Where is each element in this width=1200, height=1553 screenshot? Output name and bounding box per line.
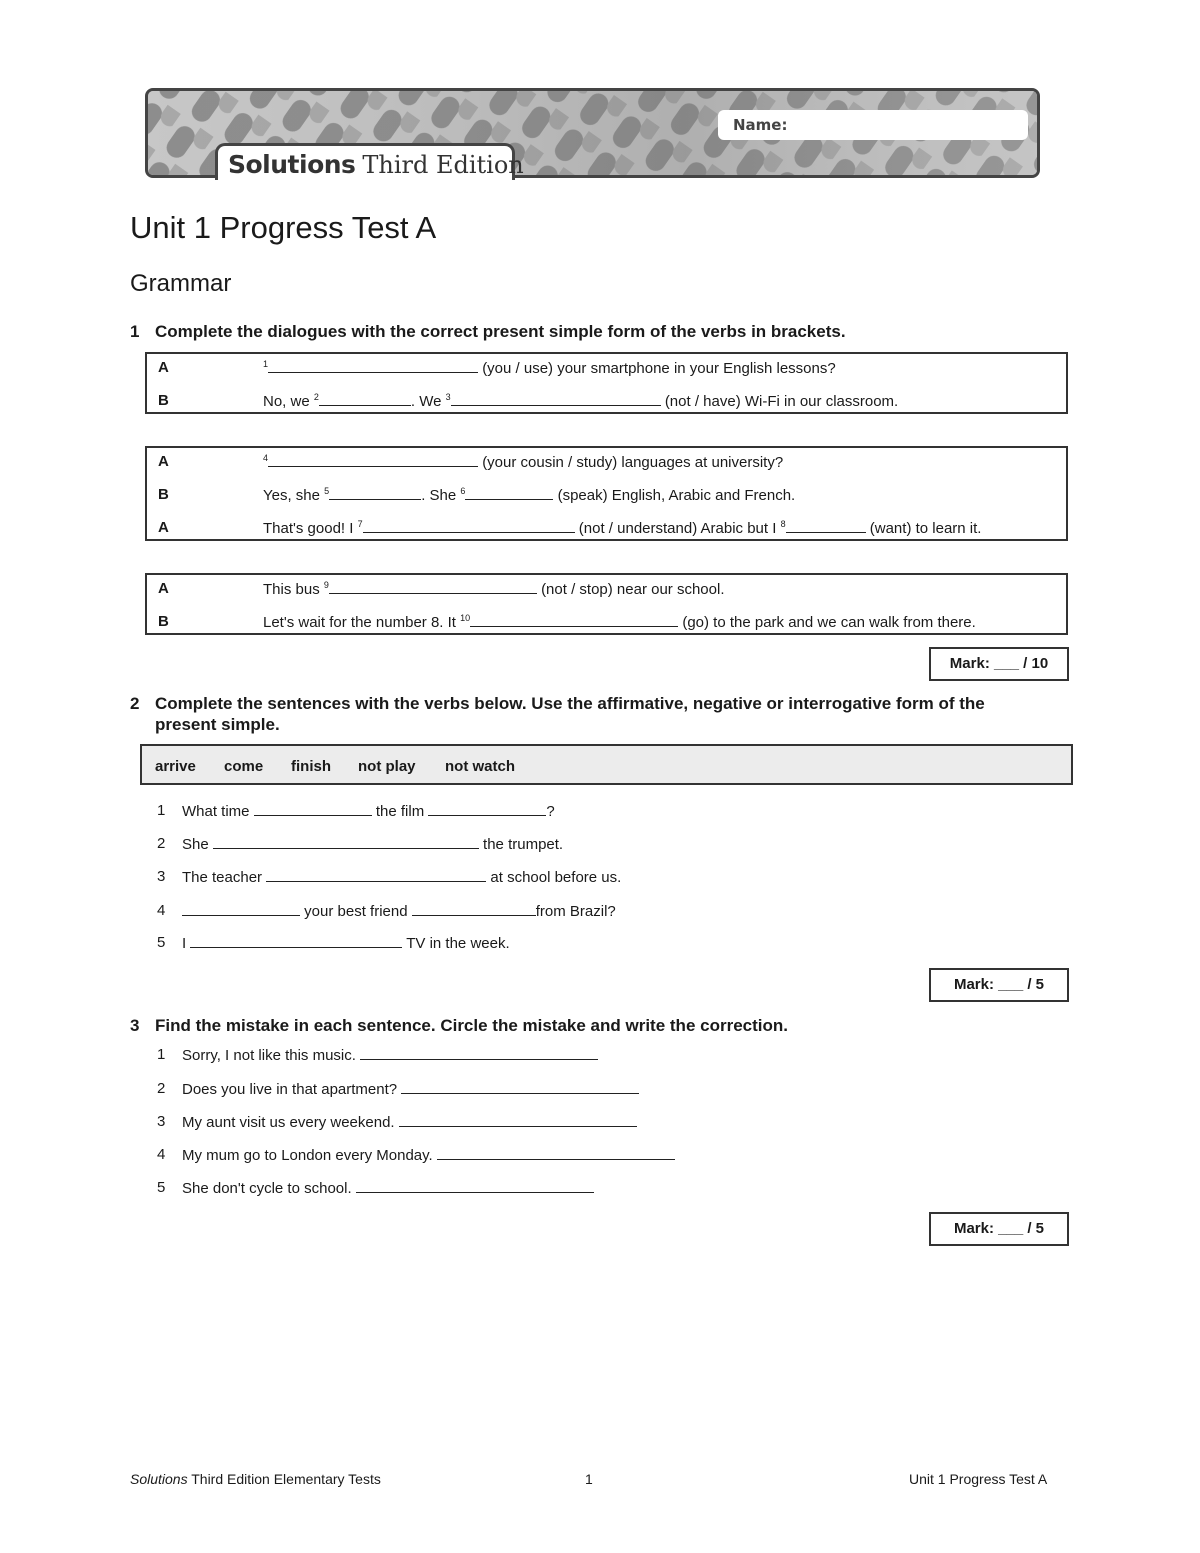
q3-number: 3 [130, 1016, 140, 1035]
item-text-part: TV in the week. [406, 935, 510, 952]
gap-number: 4 [263, 453, 269, 463]
item-text-part: My mum go to London every Monday. [182, 1147, 433, 1164]
gap-number: 5 [324, 486, 330, 496]
footer-book: Third Edition Elementary Tests [191, 1471, 381, 1487]
gap-number: 10 [460, 613, 471, 623]
answer-gap[interactable] [428, 802, 546, 816]
q3-instruction [130, 1015, 1080, 1037]
answer-gap[interactable] [470, 613, 678, 627]
item-number: 4 [157, 902, 166, 919]
item-text [182, 835, 563, 853]
word-bank-item: not play [358, 758, 416, 775]
answer-gap[interactable] [399, 1113, 637, 1127]
dialogue-line [263, 453, 783, 471]
answer-gap[interactable] [356, 1179, 594, 1193]
word-bank-item: come [224, 758, 264, 775]
dialogue-box-1 [145, 352, 1068, 414]
dialogue-text: (your cousin / study) languages at university? [482, 454, 784, 471]
dialogue-text: (not / have) Wi-Fi in our classroom. [664, 393, 899, 410]
brand-bold: Solutions [228, 150, 356, 179]
answer-gap[interactable] [329, 580, 537, 594]
speaker-label: A [158, 580, 169, 597]
item-text-part: I [182, 935, 187, 952]
item-text-part: the film [375, 803, 425, 820]
gap-number: 7 [357, 519, 363, 529]
dialogue-text: This bus [263, 581, 320, 598]
item-number: 5 [157, 934, 166, 951]
word-bank-item: arrive [155, 758, 196, 775]
answer-gap[interactable] [401, 1080, 639, 1094]
section-heading: Grammar [130, 270, 232, 297]
dialogue-text: (not / stop) near our school. [541, 581, 725, 598]
item-text [182, 1113, 637, 1131]
gap-number: 8 [780, 519, 786, 529]
page-number: 1 [585, 1471, 593, 1487]
item-number: 1 [157, 1046, 166, 1063]
item-text-part: the trumpet. [483, 836, 564, 853]
item-number: 5 [157, 1179, 166, 1196]
footer-brand: Solutions [130, 1471, 188, 1487]
speaker-label: A [158, 519, 169, 536]
item-text [182, 868, 621, 886]
answer-gap[interactable] [465, 486, 553, 500]
speaker-label: B [158, 486, 169, 503]
q2-number: 2 [130, 694, 140, 713]
q2-text-line2: present simple. [155, 715, 280, 734]
dialogue-text: (speak) English, Arabic and French. [557, 487, 796, 504]
item-text-part: She [182, 836, 209, 853]
footer-right: Unit 1 Progress Test A [909, 1471, 1048, 1487]
dialogue-box-2 [145, 446, 1068, 541]
answer-gap[interactable] [412, 902, 536, 916]
dialogue-line [263, 486, 795, 504]
item-text [182, 934, 510, 952]
gap-number: 6 [460, 486, 466, 496]
speaker-label: A [158, 359, 169, 376]
item-text-part: She don't cycle to school. [182, 1180, 352, 1197]
q1-instruction [130, 321, 1080, 343]
dialogue-text: . She [421, 487, 457, 504]
word-bank-item: finish [291, 758, 331, 775]
answer-gap[interactable] [437, 1146, 675, 1160]
item-number: 1 [157, 802, 166, 819]
item-number: 2 [157, 1080, 166, 1097]
q2-mark-box[interactable]: Mark: ___ / 5 [929, 968, 1069, 1002]
answer-gap[interactable] [451, 392, 661, 406]
item-text-part: My aunt visit us every weekend. [182, 1114, 395, 1131]
answer-gap[interactable] [190, 934, 402, 948]
item-text-part: from Brazil? [535, 903, 616, 920]
name-label: Name: [733, 116, 788, 134]
gap-number: 9 [323, 580, 329, 590]
answer-gap[interactable] [319, 392, 411, 406]
word-bank-item: not watch [445, 758, 515, 775]
dialogue-text: . We [410, 393, 442, 410]
gap-number: 2 [313, 392, 319, 402]
dialogue-text: (not / understand) Arabic but I [578, 520, 777, 537]
item-text-part: What time [182, 803, 250, 820]
answer-gap[interactable] [182, 902, 300, 916]
item-text-part: at school before us. [490, 869, 622, 886]
dialogue-text: No, we [263, 393, 310, 410]
dialogue-text: (you / use) your smartphone in your English lessons? [482, 360, 836, 377]
item-number: 3 [157, 868, 166, 885]
gap-number: 3 [445, 392, 451, 402]
answer-gap[interactable] [786, 519, 866, 533]
item-number: 4 [157, 1146, 166, 1163]
q2-instruction [130, 693, 1080, 737]
answer-gap[interactable] [268, 453, 478, 467]
gap-number: 1 [263, 359, 269, 369]
answer-gap[interactable] [213, 835, 479, 849]
q3-text: Find the mistake in each sentence. Circle the mistake and write the correction. [155, 1016, 788, 1035]
q1-number: 1 [130, 322, 140, 341]
answer-gap[interactable] [360, 1046, 598, 1060]
dialogue-line [263, 392, 898, 410]
item-text [182, 1080, 639, 1098]
dialogue-text: Yes, she [263, 487, 320, 504]
q1-mark-box[interactable]: Mark: ___ / 10 [929, 647, 1069, 681]
dialogue-box-3 [145, 573, 1068, 635]
item-text [182, 1146, 675, 1164]
footer-left [130, 1471, 381, 1487]
page-title: Unit 1 Progress Test A [130, 210, 437, 245]
answer-gap[interactable] [254, 802, 372, 816]
q2-text-line1: Complete the sentences with the verbs below. Use the affirmative, negative or interrogative form of the [155, 694, 985, 713]
q1-text: Complete the dialogues with the correct present simple form of the verbs in brackets. [155, 322, 846, 341]
answer-gap[interactable] [266, 868, 486, 882]
dialogue-text: (go) to the park and we can walk from there. [682, 614, 976, 631]
speaker-label: B [158, 613, 169, 630]
item-text [182, 1179, 594, 1197]
dialogue-line [263, 613, 976, 631]
dialogue-line [263, 519, 981, 537]
brand-logo [228, 150, 524, 180]
answer-gap[interactable] [268, 359, 478, 373]
dialogue-line [263, 359, 836, 377]
item-number: 3 [157, 1113, 166, 1130]
word-bank [140, 744, 1073, 785]
item-text-part: The teacher [182, 869, 263, 886]
item-text-part: your best friend [304, 903, 408, 920]
brand-rest: Third Edition [362, 151, 524, 179]
dialogue-text: Let's wait for the number 8. It [263, 614, 456, 631]
item-number: 2 [157, 835, 166, 852]
item-text-part: ? [546, 803, 555, 820]
dialogue-text: (want) to learn it. [869, 520, 982, 537]
q3-mark-box[interactable]: Mark: ___ / 5 [929, 1212, 1069, 1246]
item-text [182, 1046, 598, 1064]
item-text [182, 902, 616, 920]
speaker-label: A [158, 453, 169, 470]
dialogue-text: That's good! I [263, 520, 354, 537]
answer-gap[interactable] [363, 519, 575, 533]
item-text-part: Sorry, I not like this music. [182, 1047, 356, 1064]
answer-gap[interactable] [329, 486, 421, 500]
dialogue-line [263, 580, 725, 598]
speaker-label: B [158, 392, 169, 409]
item-text-part: Does you live in that apartment? [182, 1081, 398, 1098]
item-text [182, 802, 555, 820]
